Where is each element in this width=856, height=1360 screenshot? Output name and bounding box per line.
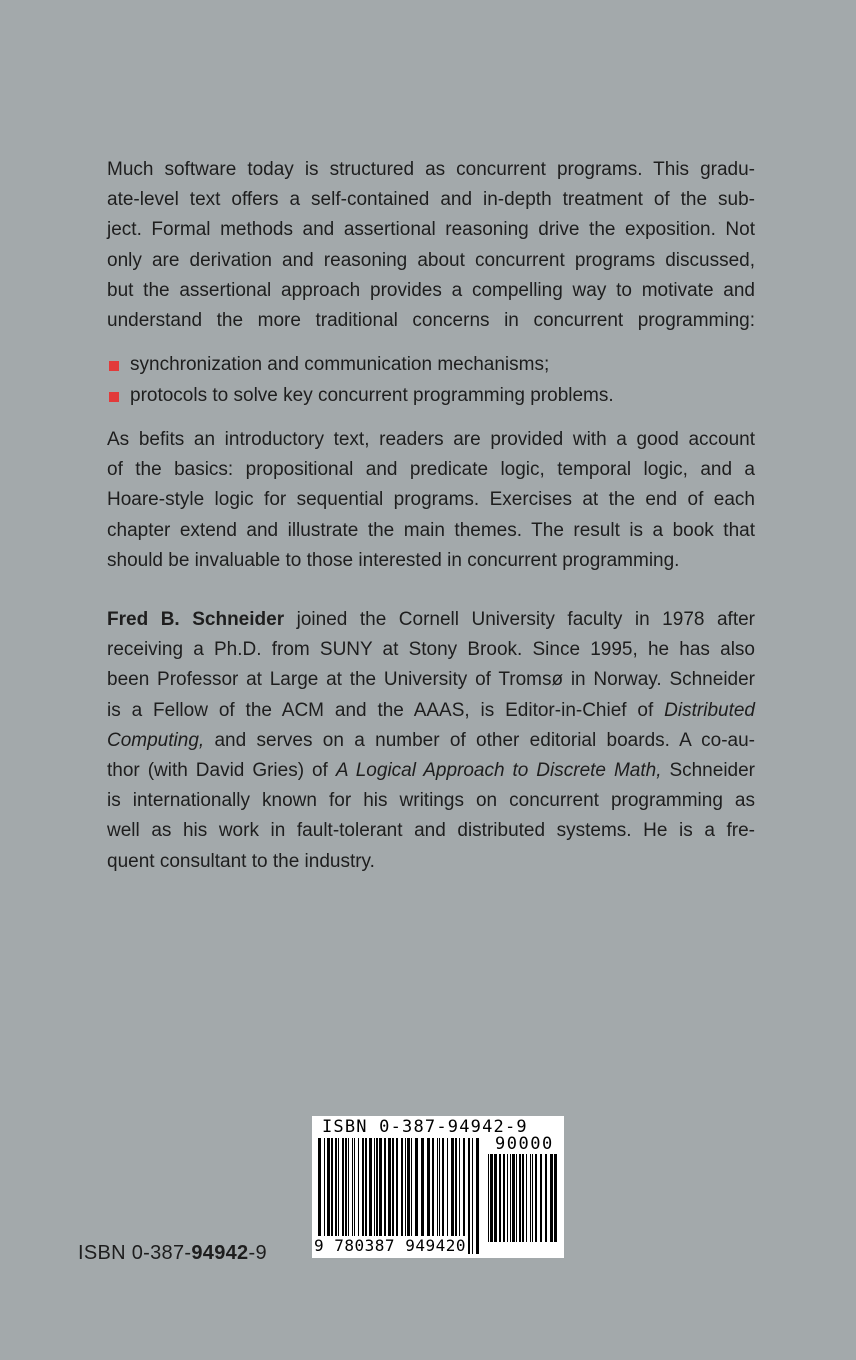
- barcode-bar: [354, 1138, 355, 1242]
- barcode-bar: [362, 1138, 364, 1242]
- text-line: understand the more traditional concerns in concurrent programming:: [107, 310, 755, 332]
- author-bio: [107, 605, 755, 877]
- text-line: should be invaluable to those interested in concurrent programming.: [107, 549, 680, 571]
- text-line: been Professor at Large at the University of Tromsø in Norway. Schneider: [107, 669, 755, 691]
- barcode-bar: [468, 1138, 470, 1254]
- barcode-bar: [503, 1154, 505, 1242]
- bullet-text: synchronization and communication mechanisms;: [130, 354, 550, 376]
- barcode-bar: [376, 1138, 378, 1242]
- barcode-bar: [459, 1138, 460, 1242]
- bullet-text: protocols to solve key concurrent programming problems.: [130, 385, 614, 407]
- barcode-bar: [488, 1154, 489, 1242]
- barcode-bar: [342, 1138, 344, 1242]
- barcode-bar: [348, 1138, 349, 1242]
- description-paragraph-2: [107, 425, 755, 576]
- text-line: ject. Formal methods and assertional reasoning drive the exposition. Not: [107, 219, 755, 241]
- barcode-bar: [554, 1154, 557, 1242]
- barcode-bar: [374, 1138, 375, 1242]
- text-line: As befits an introductory text, readers are provided with a good account: [107, 429, 755, 450]
- barcode-bar: [338, 1138, 339, 1242]
- barcode-bar: [510, 1154, 511, 1242]
- isbn-label: ISBN 0-387-94942-9: [78, 1242, 267, 1264]
- barcode-bar: [535, 1154, 537, 1242]
- description-paragraph-1: [107, 155, 755, 336]
- list-item: [107, 350, 755, 381]
- barcode-bar: [352, 1138, 353, 1242]
- barcode-bar: [335, 1138, 337, 1242]
- text-line: Computing, and serves on a number of other editorial boards. A co-au-: [107, 729, 755, 751]
- barcode-bar: [401, 1138, 403, 1242]
- barcode-bar: [447, 1138, 448, 1242]
- text-line: but the assertional approach provides a compelling way to motivate and: [107, 279, 755, 301]
- square-bullet-icon: [109, 361, 119, 371]
- text-line: is internationally known for his writings on concurrent programming as: [107, 790, 755, 812]
- barcode-bar: [451, 1138, 454, 1242]
- addon-digits: 90000: [495, 1134, 554, 1154]
- text-line: Much software today is structured as concurrent programs. This gradu-: [107, 159, 755, 180]
- barcode-bar: [365, 1138, 367, 1242]
- barcode: [312, 1116, 564, 1258]
- barcode-bar: [439, 1138, 440, 1242]
- barcode-bar: [532, 1154, 533, 1242]
- barcode-bar: [512, 1154, 515, 1242]
- ean-digits: 9 780387 949420: [314, 1236, 466, 1255]
- text-line: well as his work in fault-tolerant and distributed systems. He is a fre-: [107, 820, 755, 842]
- barcode-bar: [519, 1154, 521, 1242]
- text-line: receiving a Ph.D. from SUNY at Stony Brook. Since 1995, he has also: [107, 639, 755, 661]
- barcode-bar: [550, 1154, 553, 1242]
- barcode-bar: [463, 1138, 465, 1242]
- barcode-bar: [540, 1154, 542, 1242]
- addon-barcode-icon: [488, 1154, 558, 1254]
- text-line: chapter extend and illustrate the main themes. The result is a book that: [107, 519, 755, 541]
- text-line: Fred B. Schneider joined the Cornell University faculty in 1978 after: [107, 609, 755, 630]
- list-item: [107, 381, 755, 412]
- journal-title: Distributed: [664, 699, 755, 721]
- text-line: ate-level text offers a self-contained and in-depth treatment of the sub-: [107, 189, 755, 211]
- barcode-bar: [545, 1154, 547, 1242]
- barcode-bar: [415, 1138, 418, 1242]
- square-bullet-icon: [109, 392, 119, 402]
- text-line: quent consultant to the industry.: [107, 850, 375, 872]
- barcode-bar: [476, 1138, 479, 1254]
- barcode-bar: [499, 1154, 501, 1242]
- text-line: thor (with David Gries) of A Logical Approach to Discrete Math, Schneider: [107, 760, 756, 782]
- barcode-bar: [396, 1138, 398, 1242]
- barcode-bar: [411, 1138, 412, 1242]
- text-line: of the basics: propositional and predicate logic, temporal logic, and a: [107, 459, 755, 481]
- barcode-bar: [369, 1138, 372, 1242]
- barcode-bar: [358, 1138, 359, 1242]
- barcode-bar: [530, 1154, 531, 1242]
- barcode-bar: [472, 1138, 473, 1254]
- barcode-bar: [442, 1138, 444, 1242]
- barcode-bar: [331, 1138, 333, 1242]
- barcode-isbn-text: ISBN 0-387-94942-9: [322, 1117, 528, 1137]
- author-name: Fred B. Schneider: [107, 609, 285, 630]
- barcode-bar: [432, 1138, 434, 1242]
- text-line: Hoare-style logic for sequential programs. Exercises at the end of each: [107, 489, 755, 511]
- barcode-bar: [379, 1138, 382, 1242]
- barcode-bar: [455, 1138, 457, 1242]
- barcode-bar: [437, 1138, 438, 1242]
- barcode-bar: [526, 1154, 527, 1242]
- barcode-bar: [345, 1138, 347, 1242]
- barcode-bar: [427, 1138, 430, 1242]
- book-title: A Logical Approach to Discrete Math,: [335, 760, 662, 782]
- barcode-bar: [522, 1154, 524, 1242]
- barcode-bar: [405, 1138, 406, 1242]
- barcode-bar: [407, 1138, 410, 1242]
- text-line: only are derivation and reasoning about concurrent programs discussed,: [107, 249, 755, 271]
- barcode-bar: [327, 1138, 330, 1242]
- barcode-bar: [494, 1154, 497, 1242]
- barcode-bar: [490, 1154, 493, 1242]
- barcode-bar: [516, 1154, 517, 1242]
- bullet-list: [107, 350, 755, 412]
- barcode-bar: [384, 1138, 386, 1242]
- barcode-bar: [421, 1138, 424, 1242]
- text-line: is a Fellow of the ACM and the AAAS, is Editor-in-Chief of Distributed: [107, 699, 755, 721]
- barcode-bar: [507, 1154, 508, 1242]
- journal-title: Computing,: [107, 729, 205, 751]
